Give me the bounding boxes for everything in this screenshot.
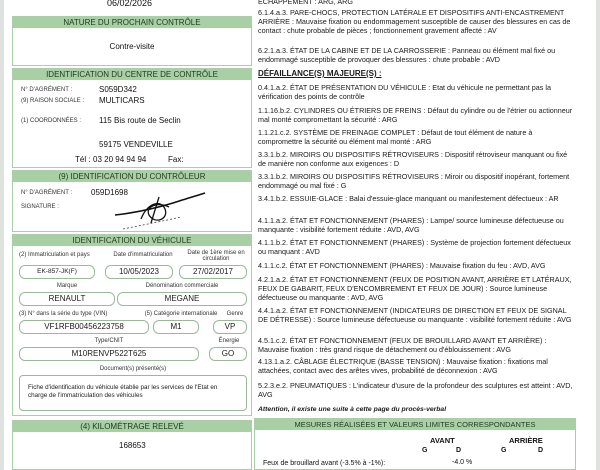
defect-item: 4.13.1.a.2. CÂBLAGE ÉLECTRIQUE (BASSE TENSION) : Mauvaise fixation : fixations mal attachées, contact avec des arêtes vives, probabilité de déconnexion : AVG	[258, 357, 548, 375]
marque-field: RENAULT	[19, 292, 115, 306]
defect-item: 4.1.1.b.2. ÉTAT ET FONCTIONNEMENT (PHARES) : Système de projection fortement défectueux ou manquant : AVD	[258, 238, 571, 256]
majeures-title: DÉFAILLANCE(S) MAJEURE(S) :	[258, 69, 382, 78]
address-line1: 115 Bis route de Seclin	[99, 116, 181, 125]
denom-field: MEGANE	[117, 292, 247, 306]
raison-label: (9) RAISON SOCIALE :	[21, 98, 85, 104]
measure-row-label: Feux de brouillard avant (-3.5% à -1%):	[263, 460, 386, 467]
address-line2: 59175 VENDEVILLE	[99, 140, 173, 149]
centre-header: IDENTIFICATION DU CENTRE DE CONTRÔLE	[13, 69, 251, 80]
arriere-g-label: G	[501, 447, 507, 454]
defect-item: 5.2.3.e.2. PNEUMATIQUES : L'indicateur d'usure de la profondeur des sculptures est atteint : AVD, AVG	[258, 381, 573, 399]
date-immat-field: 10/05/2023	[105, 265, 173, 279]
defect-item: 6.2.1.a.3. ÉTAT DE LA CABINE ET DE LA CARROSSERIE : Panneau ou élément mal fixé ou endommagé susceptible de provoquer des blessures : chute probable : AVD	[258, 46, 556, 64]
fax-label: Fax:	[168, 155, 184, 164]
vin-field: VF1RFB00456223758	[19, 320, 149, 334]
arriere-d-label: D	[538, 447, 544, 454]
defect-item: 4.5.1.c.2. ÉTAT ET FONCTIONNEMENT (FEUX DE BROUILLARD AVANT ET ARRIÈRE) : Mauvaise fixation : très grand risque de détachement ou d'éblouissement : AVG	[258, 336, 547, 354]
centre-box	[12, 68, 252, 168]
defect-item: 4.2.1.a.2. ÉTAT ET FONCTIONNEMENT (FEUX DE POSITION AVANT, ARRIÈRE ET LATÉRAUX, FEUX DE GABARIT, FEUX D'ENCOMBREMENT ET FEUX DE JOUR) : Source lumineuse défectueuse ou manquante : AVD, AVG	[258, 275, 572, 302]
top-date: 06/02/2026	[107, 0, 153, 8]
km-header: (4) KILOMÉTRAGE RELEVÉ	[13, 421, 251, 432]
controleur-header: (9) IDENTIFICATION DU CONTRÔLEUR	[13, 171, 251, 182]
defect-item: 4.4.1.a.2. ÉTAT ET FONCTIONNEMENT (INDICATEURS DE DIRECTION ET FEUX DE SIGNAL DE DÉTRESSE) : Source lumineuse défectueuse ou manquante : visibilité fortement réduite : AVG	[258, 306, 572, 324]
avant-g-label: G	[422, 447, 428, 454]
marque-caption: Marque	[56, 283, 78, 289]
defect-item: 0.4.1.a.2. ÉTAT DE PRÉSENTATION DU VÉHICULE : Etat du véhicule ne permettant pas la vérification des points de contrôle	[258, 83, 551, 101]
docs-field: Fiche d'identification du véhicule établie par les services de l'Etat en charge de l'immatriculation des véhicules	[19, 375, 247, 411]
continuation-note: Attention, il existe une suite à cette page du procès-verbal	[258, 406, 447, 413]
signature-label: SIGNATURE :	[21, 204, 59, 210]
km-value: 168653	[119, 441, 146, 450]
measures-box	[254, 418, 576, 470]
km-box	[12, 420, 252, 470]
immat-field: EK-857-JK(F)	[19, 265, 95, 279]
nature-header: NATURE DU PROCHAIN CONTRÔLE	[13, 17, 251, 28]
vehicule-box	[12, 234, 252, 416]
energie-field: GO	[209, 347, 247, 361]
categorie-caption: (5) Catégorie internationale	[144, 311, 218, 317]
tel-value: 03 20 94 94 94	[93, 155, 147, 164]
avant-label: AVANT	[430, 436, 455, 445]
date-circ-field: 27/02/2017	[179, 265, 247, 279]
genre-field: VP	[213, 320, 247, 334]
defect-item: 6.1.4.a.3. PARE-CHOCS, PROTECTION LATÉRALE ET DISPOSITIFS ANTI-ENCASTREMENT ARRIÈRE : Mauvaise fixation ou endommagement susceptible de causer des blessures en cas de contact : chute probable de pièces ; fonctionnement gravement affecté : AV	[258, 8, 571, 35]
defect-item: 4.1.1.a.2. ÉTAT ET FONCTIONNEMENT (PHARES) : Lampe/ source lumineuse défectueuse ou manquante : visibilité fortement réduite : AVD, AVG	[258, 216, 564, 234]
immat-caption: (2) Immatriculation et pays	[19, 252, 90, 258]
centre-agrement: S059D342	[99, 85, 137, 94]
measures-header: MESURES RÉALISÉES ET VALEURS LIMITES CORRESPONDANTES	[255, 419, 575, 430]
controleur-box	[12, 170, 252, 232]
defect-item: 3.3.1.b.2. MIROIRS OU DISPOSITIFS RÉTROVISEURS : Dispositif rétroviseur manquant ou fixé de manière non conforme aux exigences : D	[258, 150, 568, 168]
date-immat-caption: Date d'immatriculation	[113, 252, 173, 258]
categorie-field: M1	[153, 320, 199, 334]
arriere-label: ARRIÈRE	[509, 436, 543, 445]
avant-d-label: D	[456, 447, 462, 454]
defect-item: 3.3.1.b.2. MIROIRS OU DISPOSITIFS RÉTROVISEURS : Miroir ou dispositif inopérant, fortement endommagé ou mal fixé : G	[258, 172, 570, 190]
measure-row-value: -4.0 %	[452, 459, 473, 466]
type-caption: Type/CNIT	[94, 338, 124, 344]
tel-label: Tél :	[75, 155, 91, 164]
nature-box	[12, 16, 252, 66]
genre-caption: Genre	[226, 311, 244, 317]
denom-caption: Dénomination commerciale	[145, 283, 219, 289]
type-field: M10RENVP522T625	[19, 347, 199, 361]
inspection-report-page	[4, 0, 596, 470]
raison-sociale: MULTICARS	[99, 96, 145, 105]
vin-caption: (3) N° dans la série du type (VIN)	[19, 311, 108, 317]
defect-item: 4.1.1.c.2. ÉTAT ET FONCTIONNEMENT (PHARES) : Mauvaise fixation du feu : AVD, AVG	[258, 261, 546, 270]
date-circ-caption: Date de 1ère mise en circulation	[187, 250, 245, 262]
controleur-agrement-label: N° D'AGRÉMENT :	[21, 190, 73, 196]
defect-item: 3.4.1.b.2. ESSUIE-GLACE : Balai d'essuie-glace manquant ou manifestement défectueux : AR	[258, 194, 559, 203]
vehicule-header: IDENTIFICATION DU VÉHICULE	[13, 235, 251, 246]
coord-label: (1) COORDONNÉES :	[21, 118, 82, 124]
centre-agrement-label: N° D'AGRÉMENT :	[21, 87, 73, 93]
docs-caption: Document(s) présenté(s)	[99, 366, 167, 372]
controleur-agrement: 059D1698	[91, 188, 128, 197]
defect-line: ECHAPPEMENT : ARG, ARG	[258, 0, 353, 6]
nature-value: Contre-visite	[109, 42, 155, 51]
signature-scribble	[113, 189, 208, 231]
defect-item: 1.1.16.b.2. CYLINDRES OU ÉTRIERS DE FREINS : Défaut du cylindre ou de l'étrier ou actionneur mal monté compromettant la sécurité : ARG	[258, 106, 573, 124]
energie-caption: Énergie	[218, 338, 240, 344]
defect-item: 1.1.21.c.2. SYSTÈME DE FREINAGE COMPLET : Défaut de tout élément de nature à compromettre la sécurité ou élément mal monté : ARG	[258, 128, 533, 146]
